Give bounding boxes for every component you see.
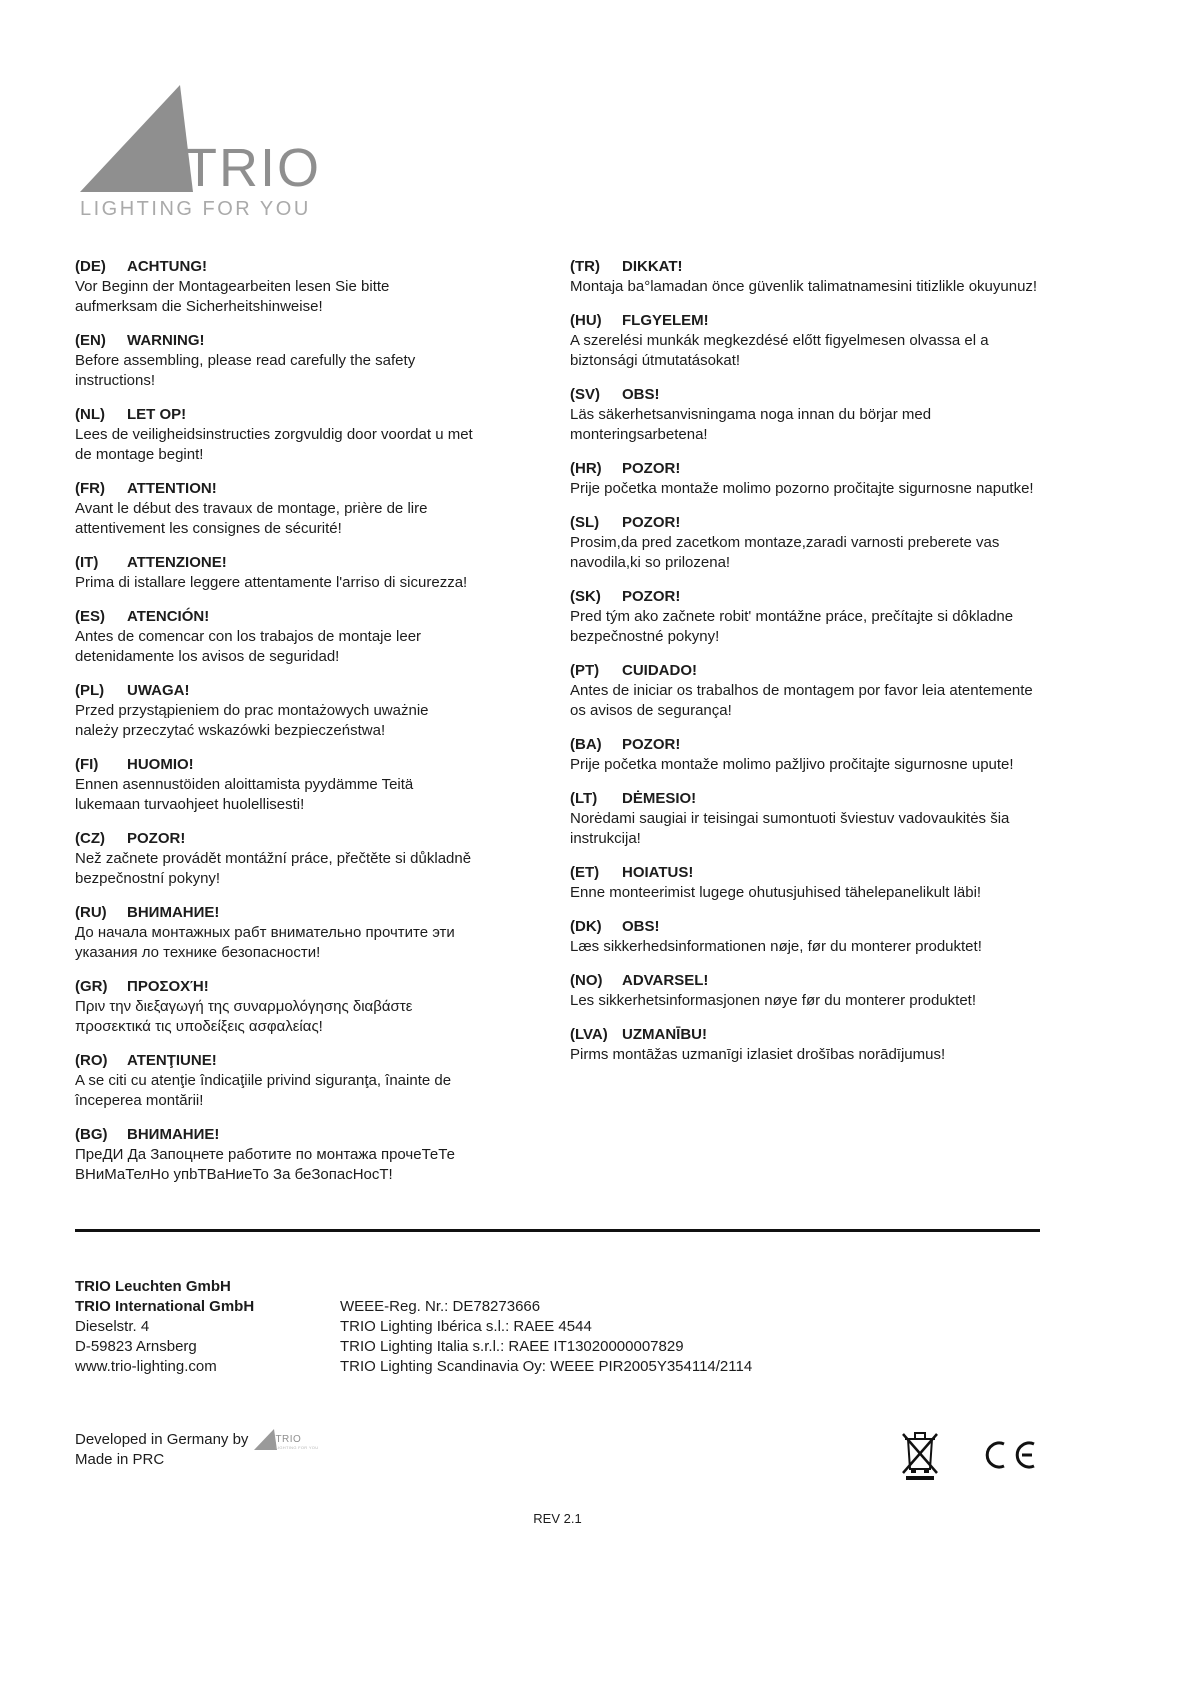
mini-logo-wordmark: TRIO (275, 1434, 302, 1445)
warning-heading (75, 331, 475, 351)
warning-title: ВНИМАНИЕ! (127, 1126, 220, 1143)
warning-title: DĖMESIO! (622, 790, 697, 807)
language-code: (DE) (75, 258, 106, 275)
registration-line: TRIO Lighting Italia s.r.l.: RAEE IT13020000007829 (340, 1338, 684, 1355)
warning-title: UWAGA! (127, 682, 190, 699)
warning-text: Przed przystąpieniem do prac montażowych uważnie należy przeczytać wskazówki bezpieczeństwa! (75, 702, 429, 739)
warning-text: Než začnete provádět montážní práce, přečtěte si důkladně bezpečnostní pokyny! (75, 850, 472, 887)
developed-line (75, 1429, 318, 1450)
warning-text: Lees de veiligheidsinstructies zorgvuldig door voordat u met de montage begint! (75, 426, 473, 463)
warning-text: Avant le début des travaux de montage, prière de lire attentivement les consignes de sécurité! (75, 500, 428, 537)
warning-title: POZOR! (127, 830, 186, 847)
warning-entry (570, 917, 1040, 957)
mini-logo-tagline: LIGHTING FOR YOU (275, 1445, 319, 1450)
warning-title: POZOR! (622, 736, 681, 753)
warning-heading (75, 479, 475, 499)
language-code: (FR) (75, 480, 105, 497)
language-code: (HU) (570, 312, 602, 329)
language-code: (TR) (570, 258, 600, 275)
warning-title: ACHTUNG! (127, 258, 207, 275)
warning-heading (570, 311, 1040, 331)
divider-line (75, 1229, 1040, 1232)
warning-text: ПреДИ Да Запоцнете работите по монтажа прочеТеТе ВНиМаТелНо упbТВаНиеТо За беЗопасНосТ! (75, 1146, 455, 1183)
warning-title: ATTENZIONE! (127, 554, 227, 571)
warnings-section (75, 257, 1040, 1199)
trio-logo-row (80, 85, 1040, 199)
warning-title: FLGYELEM! (622, 312, 709, 329)
warnings-column-left (75, 257, 475, 1199)
warning-entry (75, 1125, 475, 1185)
warning-entry (570, 459, 1040, 499)
warning-heading (75, 553, 475, 573)
language-code: (HR) (570, 460, 602, 477)
warning-title: OBS! (622, 918, 660, 935)
language-code: (NL) (75, 406, 105, 423)
address-line: D-59823 Arnsberg (75, 1338, 197, 1355)
warning-heading (75, 405, 475, 425)
company-address (75, 1277, 340, 1377)
warning-entry (570, 311, 1040, 371)
warning-heading (570, 257, 1040, 277)
language-code: (SK) (570, 588, 601, 605)
origin-text (75, 1429, 318, 1470)
developed-text: Developed in Germany by (75, 1430, 249, 1448)
warning-title: ATENŢIUNE! (127, 1052, 217, 1069)
warning-text: Prije početka montaže molimo pozorno pročitajte sigurnosne naputke! (570, 480, 1034, 497)
warning-text: До начала монтажных рабт внимательно прочтите эти указания ло технике безопасности! (75, 924, 455, 961)
warning-text: Pred tým ako začnete robit' montážne práce, prečítajte si dôkladne bezpečnostné pokyny! (570, 608, 1014, 645)
warning-text: Læs sikkerhedsinformationen nøje, før du monterer produktet! (570, 938, 982, 955)
warning-heading (75, 1051, 475, 1071)
warning-heading (570, 661, 1040, 681)
warning-entry (570, 735, 1040, 775)
language-code: (BG) (75, 1126, 108, 1143)
warning-title: ΠΡΟΣΟΧΉ! (127, 978, 209, 995)
warning-heading (75, 257, 475, 277)
language-code: (IT) (75, 554, 99, 571)
warning-heading (75, 681, 475, 701)
warning-text: Enne monteerimist lugege ohutusjuhised tähelepanelikult läbi! (570, 884, 982, 901)
warning-text: Πριν την διεξαγωγή της συναρμολόγησης διαβάστε προσεκτικά τις υποδείξεις ασφαλείας! (75, 998, 413, 1035)
warning-text: Pirms montāžas uzmanīgi izlasiet drošības norādījumus! (570, 1046, 946, 1063)
language-code: (NO) (570, 972, 603, 989)
warning-text: A szerelési munkák megkezdésé előtt figyelmesen olvassa el a biztonsági útmutatásokat! (570, 332, 989, 369)
warning-heading (570, 459, 1040, 479)
warning-heading (570, 863, 1040, 883)
warning-entry (75, 829, 475, 889)
warning-text: A se citi cu atenţie îndicaţiile privind siguranţa, înainte de începerea montării! (75, 1072, 452, 1109)
warning-entry (75, 331, 475, 391)
warning-entry (570, 513, 1040, 573)
language-code: (LT) (570, 790, 598, 807)
warning-entry (75, 977, 475, 1037)
warning-text: Prije početka montaže molimo pažljivo pročitajte sigurnosne upute! (570, 756, 1014, 773)
warning-text: Montaja ba°lamadan önce güvenlik talimatnamesini titizlikle okuyunuz! (570, 278, 1038, 295)
address-line: TRIO Leuchten GmbH (75, 1278, 231, 1295)
warning-entry (570, 863, 1040, 903)
warning-heading (570, 513, 1040, 533)
mini-logo-texts (275, 1435, 318, 1450)
language-code: (DK) (570, 918, 602, 935)
warning-entry (75, 405, 475, 465)
registration-numbers (340, 1277, 752, 1377)
address-line: www.trio-lighting.com (75, 1358, 217, 1375)
warning-title: HUOMIO! (127, 756, 194, 773)
logo-tagline: LIGHTING FOR YOU (80, 198, 311, 220)
warning-title: DIKKAT! (622, 258, 683, 275)
registration-line: TRIO Lighting Ibérica s.l.: RAEE 4544 (340, 1318, 592, 1335)
language-code: (ES) (75, 608, 105, 625)
warning-heading (75, 755, 475, 775)
warning-heading (570, 1025, 1040, 1045)
warning-entry (570, 971, 1040, 1011)
warning-heading (570, 789, 1040, 809)
warning-heading (75, 903, 475, 923)
warning-text: Les sikkerhetsinformasjonen nøye før du monterer produktet! (570, 992, 977, 1009)
warning-title: ADVARSEL! (622, 972, 709, 989)
weee-crossed-out-bin-icon (900, 1429, 940, 1481)
warning-text: Prosim,da pred zacetkom montaze,zaradi varnosti preberete vas navodila,ki so prilozena! (570, 534, 1000, 571)
warning-heading (75, 1125, 475, 1145)
warning-text: Prima di istallare leggere attentamente l'arriso di sicurezza! (75, 574, 468, 591)
trio-triangle-icon (80, 85, 200, 192)
warning-text: Norėdami saugiai ir teisingai sumontuoti šviestuv vadovaukitės šia instrukcija! (570, 810, 1010, 847)
trio-logo (80, 85, 1040, 221)
compliance-marks (900, 1429, 1040, 1481)
warning-title: ATENCIÓN! (127, 608, 210, 625)
warning-entry (570, 385, 1040, 445)
warning-title: ВНИМАНИЕ! (127, 904, 220, 921)
warning-entry (75, 479, 475, 539)
warning-title: HOIATUS! (622, 864, 694, 881)
language-code: (PT) (570, 662, 600, 679)
language-code: (PL) (75, 682, 105, 699)
warning-entry (75, 755, 475, 815)
language-code: (SL) (570, 514, 600, 531)
language-code: (GR) (75, 978, 108, 995)
logo-wordmark: TRIO (184, 138, 321, 199)
warning-entry (75, 607, 475, 667)
trio-mini-logo (254, 1429, 318, 1450)
warning-title: OBS! (622, 386, 660, 403)
revision-label: REV 2.1 (533, 1511, 582, 1526)
language-code: (SV) (570, 386, 600, 403)
language-code: (FI) (75, 756, 99, 773)
warning-heading (570, 587, 1040, 607)
warning-title: CUIDADO! (622, 662, 697, 679)
footer-info (75, 1277, 1040, 1377)
address-line: Dieselstr. 4 (75, 1318, 150, 1335)
language-code: (LVA) (570, 1026, 608, 1043)
warning-title: UZMANĪBU! (622, 1026, 707, 1043)
warning-heading (75, 607, 475, 627)
warning-entry (75, 1051, 475, 1111)
warning-title: ATTENTION! (127, 480, 217, 497)
warning-entry (75, 553, 475, 593)
warnings-column-right (570, 257, 1040, 1199)
warning-heading (570, 385, 1040, 405)
warning-entry (570, 257, 1040, 297)
address-line: TRIO International GmbH (75, 1298, 255, 1315)
language-code: (EN) (75, 332, 106, 349)
warning-heading (570, 917, 1040, 937)
warning-text: Läs säkerhetsanvisningama noga innan du börjar med monteringsarbetena! (570, 406, 932, 443)
warning-entry (570, 661, 1040, 721)
registration-line: WEEE-Reg. Nr.: DE78273666 (340, 1298, 541, 1315)
warning-entry (75, 681, 475, 741)
warning-title: POZOR! (622, 514, 681, 531)
warning-text: Ennen asennustöiden aloittamista pyydämme Teitä lukemaan turvaohjeet huolellisesti! (75, 776, 414, 813)
warning-text: Antes de comencar con los trabajos de montaje leer detenidamente los avisos de seguridad! (75, 628, 422, 665)
language-code: (ET) (570, 864, 600, 881)
warning-text: Antes de iniciar os trabalhos de montagem por favor leia atentemente os avisos de segurança! (570, 682, 1033, 719)
made-in-text: Made in PRC (75, 1451, 165, 1468)
language-code: (BA) (570, 736, 602, 753)
language-code: (CZ) (75, 830, 105, 847)
warning-title: POZOR! (622, 588, 681, 605)
warning-entry (570, 587, 1040, 647)
warning-text: Before assembling, please read carefully the safety instructions! (75, 352, 416, 389)
ce-mark-icon (982, 1440, 1038, 1470)
warning-text: Vor Beginn der Montagearbeiten lesen Sie bitte aufmerksam die Sicherheitshinweise! (75, 278, 390, 315)
warning-entry (570, 1025, 1040, 1065)
warning-heading (570, 971, 1040, 991)
origin-row (75, 1429, 1040, 1481)
warning-heading (570, 735, 1040, 755)
warning-heading (75, 977, 475, 997)
warning-entry (75, 903, 475, 963)
warning-title: WARNING! (127, 332, 205, 349)
language-code: (RU) (75, 904, 107, 921)
language-code: (RO) (75, 1052, 108, 1069)
warning-title: POZOR! (622, 460, 681, 477)
warning-entry (570, 789, 1040, 849)
warning-title: LET OP! (127, 406, 187, 423)
warning-heading (75, 829, 475, 849)
registration-line: TRIO Lighting Scandinavia Oy: WEEE PIR2005Y354114/2114 (340, 1358, 753, 1375)
warning-entry (75, 257, 475, 317)
